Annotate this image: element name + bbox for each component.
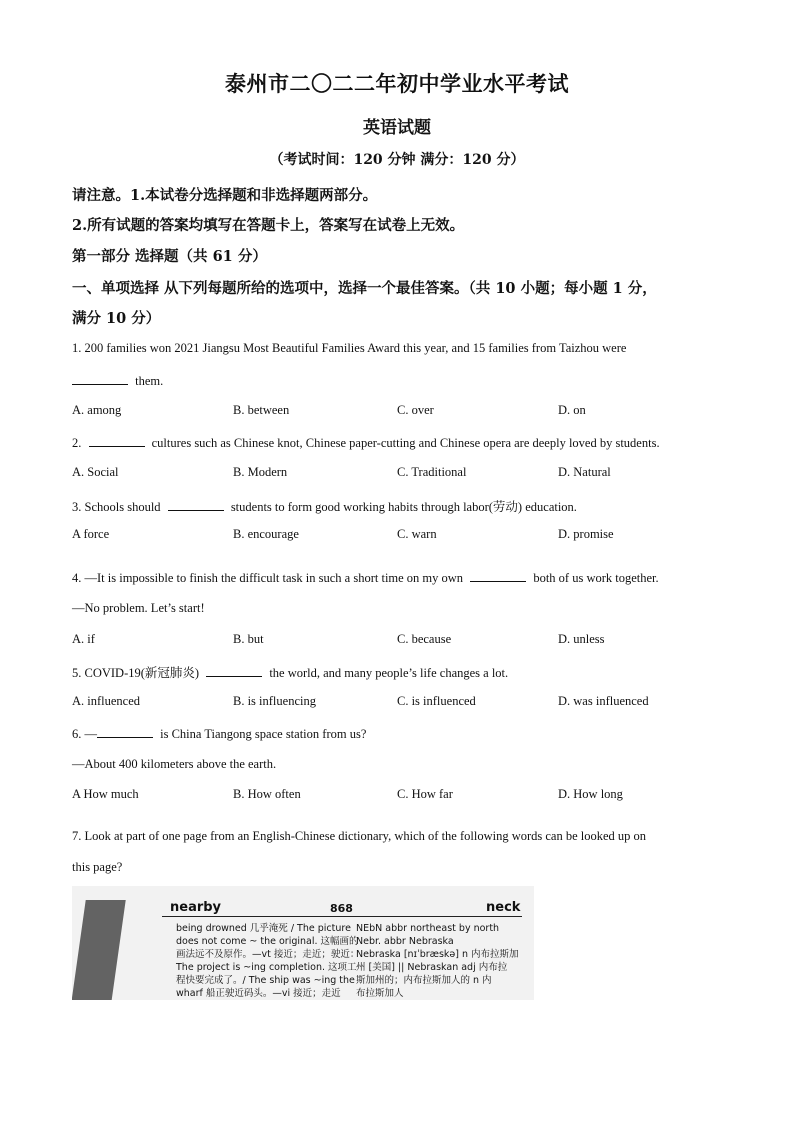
option-c: C. is influenced [397,694,476,708]
dict-right-column: NEbN abbr northeast by north Nebr. abbr Nebraska Nebraska [nɪˈbræskə] n 内布拉斯加 州 [美国] || Nebraskan adj 内布拉 斯加州的；内布拉斯加人的 n 内 布拉斯加人 [356,923,519,999]
option-c: C. over [397,403,434,417]
part1-title: 第一部分 选择题（共 61 分） [72,248,267,265]
option-d: D. on [558,403,586,417]
answer-blank [72,372,128,385]
question-7-stem: 7. Look at part of one page from an English-Chinese dictionary, which of the following words can be looked up on [72,829,647,843]
exam-title: 泰州市二〇二二年初中学业水平考试 [225,71,569,96]
option-b: B. but [233,632,264,646]
option-b: B. Modern [233,465,288,479]
option-b: B. encourage [233,527,299,541]
dict-page-number: 868 [330,902,353,915]
section1-instruction-2: 满分 10 分） [72,310,161,327]
option-d: D. was influenced [558,694,649,708]
question-5-stem: 5. COVID-19(新冠肺炎) the world, and many people’s life changes a lot. [72,666,509,680]
option-b: B. is influencing [233,694,316,708]
option-c: C. because [397,632,452,646]
dictionary-page-image [72,886,534,1000]
option-a: A. Social [72,465,119,479]
option-a: A. among [72,403,122,417]
dict-header-rule [162,916,522,917]
option-c: C. Traditional [397,465,467,479]
answer-blank [168,498,224,511]
section1-instruction-1: 一、单项选择 从下列每题所给的选项中，选择一个最佳答案。（共 10 小题；每小题 1 分， [72,280,657,297]
exam-subtitle: 英语试题 [363,118,431,138]
option-d: D. unless [558,632,605,646]
dict-headword-right: neck [486,900,521,915]
question-6-reply: —About 400 kilometers above the earth. [72,757,277,771]
option-a: A force [72,527,110,541]
option-d: D. How long [558,787,623,801]
notice-line-1: 请注意。1.本试卷分选择题和非选择题两部分。 [72,187,378,204]
question-1-stem-cont: them. [72,372,163,389]
question-3-stem: 3. Schools should students to form good working habits through labor(劳动) education. [72,500,577,514]
answer-blank [89,434,145,447]
question-2-stem: 2. cultures such as Chinese knot, Chinese paper-cutting and Chinese opera are deeply loved by students. [72,436,660,450]
option-a: A. influenced [72,694,141,708]
question-6-stem: 6. — is China Tiangong space station from us? [72,727,367,741]
option-a: A How much [72,787,139,801]
option-b: B. between [233,403,290,417]
answer-blank [97,725,153,738]
option-b: B. How often [233,787,301,801]
option-a: A. if [72,632,95,646]
page-shadow [72,900,126,1000]
option-d: D. Natural [558,465,611,479]
dict-headword-left: nearby [170,900,222,915]
option-c: C. How far [397,787,453,801]
option-c: C. warn [397,527,437,541]
question-1-stem: 1. 200 families won 2021 Jiangsu Most Beautiful Families Award this year, and 15 families from Taizhou were [72,341,627,355]
question-4-reply: —No problem. Let’s start! [72,601,205,615]
question-7-stem-cont: this page? [72,860,123,874]
exam-info: （考试时间：120 分钟 满分：120 分） [269,152,525,168]
notice-line-2: 2.所有试题的答案均填写在答题卡上，答案写在试卷上无效。 [72,217,465,234]
question-4-stem: 4. —It is impossible to finish the difficult task in such a short time on my own both of us work together. [72,571,659,585]
answer-blank [470,569,526,582]
option-d: D. promise [558,527,614,541]
answer-blank [206,664,262,677]
dict-left-column: being drowned 几乎淹死 / The picture does not come ~ the original. 这幅画的 画法远不及原作。—vt 接近；走近；驶近： The project is ~ing completion. 这项工 程快要完成了。/ The ship was ~ing the wharf 船正驶近码头。—vi 接近；走近 [176,923,360,999]
